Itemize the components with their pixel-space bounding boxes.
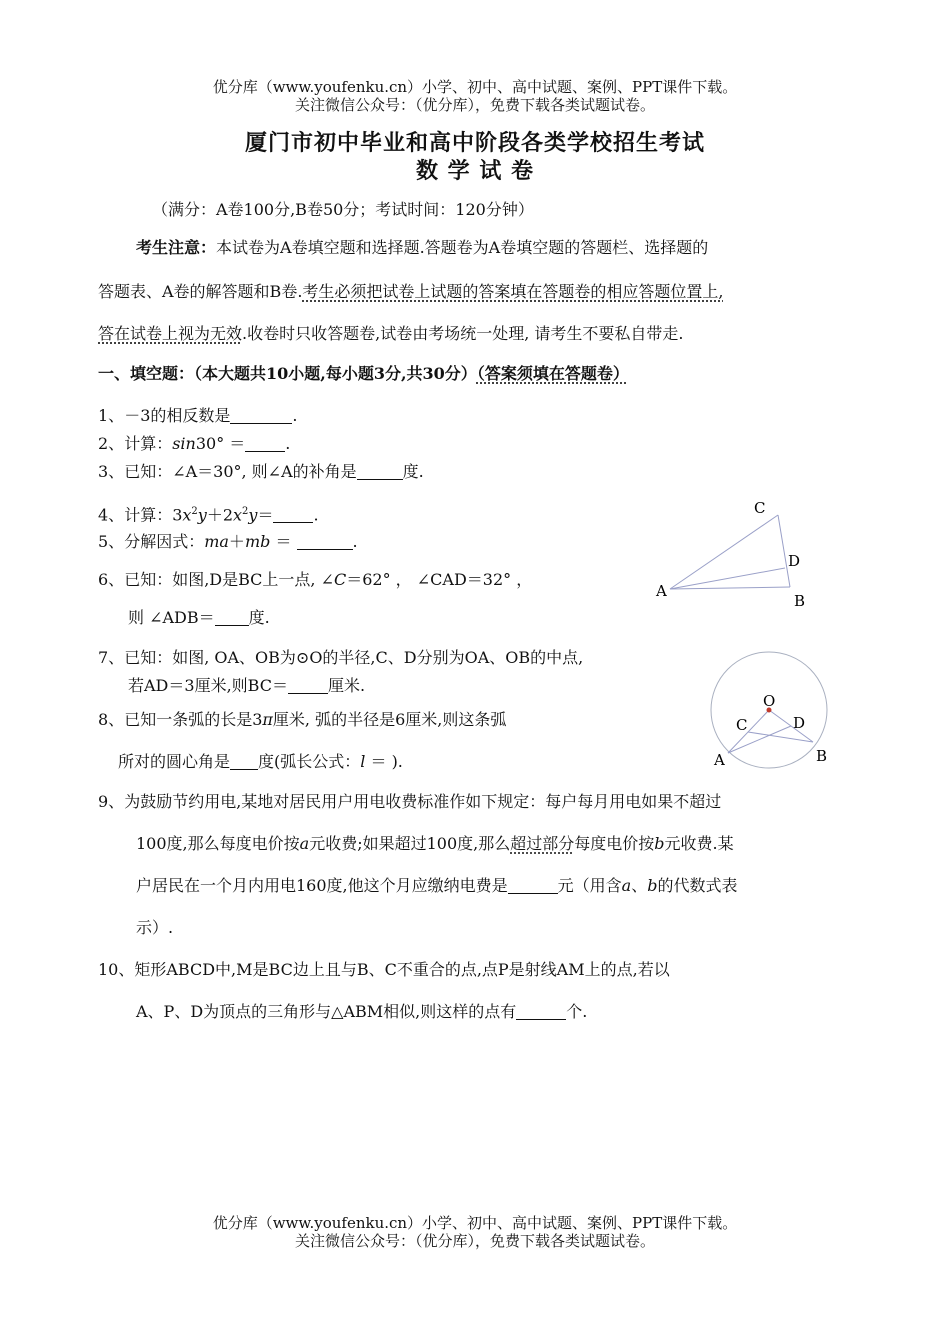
question-5 <box>98 532 358 552</box>
footer-line-2: 关注微信公众号：（优分库），免费下载各类试题试卷。 <box>294 1232 655 1250</box>
question-3 <box>98 462 424 482</box>
question-number: 1、 <box>98 406 125 425</box>
question-end: 个. <box>566 1002 588 1021</box>
question-1 <box>98 406 297 426</box>
question-number: 2、 <box>98 434 125 453</box>
label-D: D <box>793 714 806 732</box>
question-4 <box>98 502 319 525</box>
side-CB <box>778 515 790 587</box>
question-7-line-2 <box>128 676 365 696</box>
question-text: 每度电价按 <box>574 834 655 853</box>
header-line-2: 关注微信公众号：（优分库），免费下载各类试题试卷。 <box>294 96 655 114</box>
section-heading-text: 一、填空题：（本大题共10小题,每小题3分,共30分） <box>98 364 477 383</box>
emphasis-text: 超过部分 <box>510 834 575 853</box>
label-O: O <box>763 692 776 710</box>
question-end: . <box>313 505 319 525</box>
math-var: a <box>299 834 310 853</box>
question-end: . <box>352 532 358 551</box>
math-var: l <box>360 752 366 771</box>
side-AC <box>670 515 778 589</box>
question-9-line-2 <box>136 834 734 854</box>
notice-emphasis-2: 答在试卷上视为无效 <box>98 324 243 343</box>
math-expr: ＝ <box>270 532 297 551</box>
answer-blank <box>230 753 258 770</box>
question-text: 、 <box>631 876 648 895</box>
label-A: A <box>656 582 667 600</box>
question-text: 计算：3 <box>124 505 183 525</box>
section-heading-note: （答案须填在答题卷） <box>476 364 629 383</box>
notice-emphasis-1: 考生必须把试卷上试题的答案填在答题卷的相应答题位置上, <box>302 282 724 301</box>
question-end: 度. <box>402 462 424 481</box>
math-var: x <box>182 505 192 525</box>
question-number: 10、 <box>98 960 135 979</box>
question-10-line-2 <box>136 1002 587 1022</box>
page-subtitle: 数 学 试 卷 <box>416 158 534 184</box>
question-end: . <box>292 406 298 425</box>
question-number: 8、 <box>98 710 125 729</box>
question-6-line-1 <box>98 570 532 590</box>
question-text: 100度,那么每度电价按 <box>136 834 300 853</box>
question-text: ＝ ). <box>365 752 403 771</box>
math-expr: ＋2 <box>206 505 234 525</box>
math-exponent: 2 <box>191 506 198 517</box>
question-text: 计算： <box>124 434 173 453</box>
math-pi: π <box>262 710 273 729</box>
question-text: 已知：∠A＝30°, 则∠A的补角是 <box>124 462 357 481</box>
math-var: y <box>197 505 207 525</box>
question-text: ＝62° ， ∠CAD＝32° ， <box>346 570 533 589</box>
circle-figure <box>700 650 840 775</box>
question-text: －3的相反数是 <box>124 406 231 425</box>
math-var: y <box>248 505 258 525</box>
label-B: B <box>794 592 806 610</box>
question-text: 元（用含 <box>557 876 622 895</box>
question-text: 已知：如图,D是BC上一点, ∠ <box>124 570 334 589</box>
label-A: A <box>714 751 725 769</box>
math-var: b <box>647 876 658 895</box>
answer-blank <box>297 533 353 550</box>
notice-text-1: 本试卷为A卷填空题和选择题.答题卷为A卷填空题的答题栏、选择题的 <box>216 238 709 257</box>
answer-blank <box>245 435 285 452</box>
answer-blank <box>288 677 328 694</box>
footer-line-1: 优分库（www.youfenku.cn）小学、初中、高中试题、案例、PPT课件下载。 <box>212 1214 738 1232</box>
question-end: . <box>285 434 291 453</box>
math-var: a <box>621 876 632 895</box>
question-text: 则 ∠ADB＝ <box>128 608 215 627</box>
question-text: 示）. <box>136 918 174 937</box>
side-AB <box>670 587 790 589</box>
notice-text-2a: 答题表、A卷的解答题和B卷. <box>98 282 303 301</box>
question-number: 4、 <box>98 505 125 525</box>
question-number: 3、 <box>98 462 125 481</box>
question-text: 元收费;如果超过100度,那么 <box>309 834 511 853</box>
score-note: （满分：A卷100分,B卷50分；考试时间：120分钟） <box>152 200 534 219</box>
question-text: 厘米, 弧的半径是6厘米,则这条弧 <box>272 710 507 729</box>
question-6-line-2 <box>128 608 270 628</box>
math-expr: 30° ＝ <box>195 434 246 453</box>
section-heading <box>98 364 629 384</box>
question-text: 所对的圆心角是 <box>118 752 231 771</box>
math-var: x <box>233 505 243 525</box>
math-expr: ＋ <box>228 532 245 551</box>
notice-line-1 <box>136 238 708 258</box>
question-7-line-1 <box>98 648 583 668</box>
question-9-line-3 <box>136 876 737 896</box>
question-10-line-1 <box>98 960 670 980</box>
question-2 <box>98 434 290 454</box>
question-8-line-2 <box>118 752 403 772</box>
math-var: C <box>333 570 347 589</box>
question-text: 已知一条弧的长是3 <box>124 710 263 729</box>
radius-OA <box>728 710 769 753</box>
question-text: 的代数式表 <box>657 876 738 895</box>
question-8-line-1 <box>98 710 506 730</box>
question-number: 6、 <box>98 570 125 589</box>
question-text: 已知：如图, OA、OB为⊙O的半径,C、D分别为OA、OB的中点, <box>124 648 584 667</box>
notice-line-3 <box>98 324 683 344</box>
question-text: A、P、D为顶点的三角形与△ABM相似,则这样的点有 <box>136 1002 517 1021</box>
question-9-line-4 <box>136 918 173 938</box>
label-B: B <box>816 747 828 765</box>
answer-blank <box>516 1003 566 1020</box>
question-end: 度. <box>248 608 270 627</box>
question-9-line-1 <box>98 792 721 812</box>
label-D: D <box>788 552 801 570</box>
page-title: 厦门市初中毕业和高中阶段各类学校招生考试 <box>244 130 705 156</box>
label-C: C <box>736 716 748 734</box>
question-text: 为鼓励节约用电,某地对居民用户用电收费标准作如下规定：每户每月用电如果不超过 <box>124 792 722 811</box>
notice-line-2 <box>98 282 724 302</box>
math-var: mb <box>244 532 271 551</box>
math-sin: sin <box>172 434 196 453</box>
question-end: 厘米. <box>327 676 366 695</box>
question-number: 5、 <box>98 532 125 551</box>
answer-blank <box>215 609 249 626</box>
question-text: 矩形ABCD中,M是BC边上且与B、C不重合的点,点P是射线AM上的点,若以 <box>134 960 670 979</box>
question-text: 元收费.某 <box>664 834 734 853</box>
answer-blank <box>357 463 403 480</box>
answer-blank <box>230 407 292 424</box>
question-text: 度(弧长公式： <box>258 752 361 771</box>
notice-label: 考生注意： <box>136 238 217 257</box>
math-var: ma <box>204 532 229 551</box>
answer-blank <box>273 506 313 523</box>
notice-text-3: .收卷时只收答题卷,试卷由考场统一处理, 请考生不要私自带走. <box>242 324 684 343</box>
question-text: 户居民在一个月内用电160度,他这个月应缴纳电费是 <box>136 876 508 895</box>
question-number: 9、 <box>98 792 125 811</box>
math-expr: ＝ <box>257 505 274 525</box>
triangle-figure <box>640 495 840 615</box>
label-C: C <box>754 499 766 517</box>
side-AD <box>670 568 785 589</box>
question-text: 分解因式： <box>124 532 205 551</box>
answer-blank <box>508 877 558 894</box>
question-number: 7、 <box>98 648 125 667</box>
question-text: 若AD＝3厘米,则BC＝ <box>128 676 288 695</box>
header-line-1: 优分库（www.youfenku.cn）小学、初中、高中试题、案例、PPT课件下载。 <box>212 78 738 96</box>
math-exponent: 2 <box>242 506 249 517</box>
math-var: b <box>654 834 665 853</box>
